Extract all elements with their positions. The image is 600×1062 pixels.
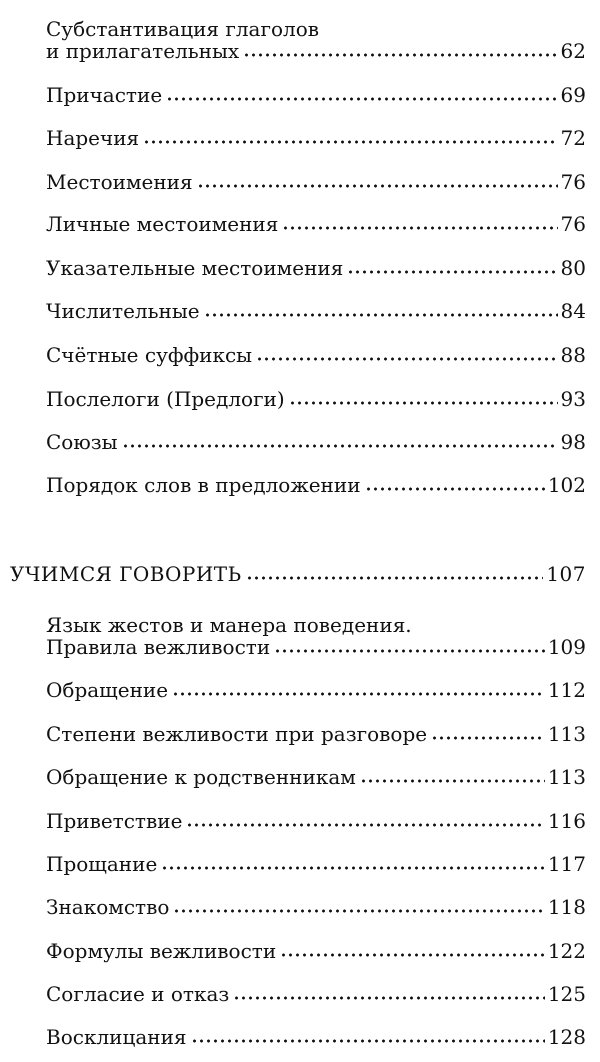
dot-leader (289, 400, 558, 406)
dot-leader (191, 1038, 545, 1044)
toc-entry-title: Правила вежливости (46, 635, 271, 659)
toc-entry[interactable] (46, 171, 586, 193)
dot-leader (197, 183, 558, 189)
toc-entry-page: 84 (560, 299, 586, 323)
dot-leader (233, 995, 545, 1001)
toc-entry-title: Числительные (46, 299, 200, 323)
toc-entry-title: Формулы вежливости (46, 939, 277, 963)
toc-entry-page: 69 (560, 83, 586, 107)
toc-entry-title: Обращение (46, 678, 169, 702)
dot-leader (280, 952, 545, 958)
toc-entry[interactable] (46, 127, 586, 149)
dot-leader (365, 486, 545, 492)
toc-entry[interactable] (46, 613, 586, 659)
toc-entry[interactable] (46, 344, 586, 366)
toc-entry-page: 80 (560, 256, 586, 280)
dot-leader (431, 735, 545, 741)
dot-leader (243, 52, 557, 58)
toc-entry[interactable] (46, 388, 586, 410)
toc-entry-title: Обращение к родственникам (46, 765, 356, 789)
toc-entry[interactable] (46, 723, 586, 745)
toc-entry-page: 122 (547, 939, 586, 963)
toc-entry-title: Союзы (46, 430, 118, 454)
toc-entry-page: 116 (547, 809, 586, 833)
toc-entry-page: 76 (560, 170, 586, 194)
toc-entry-page: 93 (560, 387, 586, 411)
toc-entry-page: 109 (547, 635, 586, 659)
toc-entry-title: Степени вежливости при разговоре (46, 722, 428, 746)
dot-leader (122, 443, 558, 449)
dot-leader (282, 225, 557, 231)
toc-entry-title: Указательные местоимения (46, 256, 344, 280)
toc-entry[interactable] (46, 213, 586, 235)
toc-entry[interactable] (46, 257, 586, 279)
toc-entry[interactable] (46, 474, 586, 496)
toc-entry-title: Счётные суффиксы (46, 343, 253, 367)
dot-leader (256, 356, 557, 362)
toc-entry-title: Порядок слов в предложении (46, 473, 361, 497)
toc-entry-page: 102 (547, 473, 586, 497)
toc-entry[interactable] (46, 983, 586, 1005)
toc-entry[interactable] (46, 1026, 586, 1048)
toc-entry-title: и прилагательных (46, 39, 240, 63)
toc-entry-page: 88 (560, 343, 586, 367)
toc-entry-page: 72 (560, 126, 586, 150)
toc-entry[interactable] (46, 896, 586, 918)
toc-entry[interactable] (46, 810, 586, 832)
toc-entry[interactable] (46, 17, 586, 63)
toc-entry[interactable] (46, 431, 586, 453)
toc-entry-title: Наречия (46, 126, 140, 150)
dot-leader (186, 822, 544, 828)
toc-entry-page: 98 (560, 430, 586, 454)
toc-entry-title: Местоимения (46, 170, 193, 194)
toc-entry[interactable] (46, 853, 586, 875)
toc-entry-page: 107 (546, 562, 586, 586)
toc-entry[interactable] (46, 300, 586, 322)
toc-entry-title: Согласие и отказ (46, 982, 230, 1006)
toc-entry-page: 76 (560, 212, 586, 236)
toc-entry[interactable] (46, 766, 586, 788)
dot-leader (246, 575, 544, 581)
toc-entry-title-line1: Язык жестов и манера поведения. (46, 613, 412, 637)
toc-entry[interactable] (46, 679, 586, 701)
toc-entry[interactable] (46, 940, 586, 962)
toc-entry-title: Приветствие (46, 809, 183, 833)
toc-entry-page: 125 (547, 982, 586, 1006)
toc-entry-title-line1: Субстантивация глаголов (46, 17, 320, 41)
toc-entry-title: Личные местоимения (46, 212, 279, 236)
toc-entry-page: 117 (547, 852, 586, 876)
dot-leader (161, 865, 545, 871)
toc-entry-page: 118 (547, 895, 586, 919)
toc-entry-title: Причастие (46, 83, 163, 107)
dot-leader (360, 778, 545, 784)
toc-section-title: УЧИМСЯ ГОВОРИТЬ (10, 562, 242, 586)
dot-leader (347, 269, 557, 275)
toc-entry[interactable] (46, 84, 586, 106)
toc-entry-page: 128 (547, 1025, 586, 1049)
toc-entry-page: 113 (547, 765, 586, 789)
dot-leader (274, 648, 545, 654)
toc-entry-page: 62 (560, 39, 586, 63)
toc-entry-page: 113 (547, 722, 586, 746)
toc-entry-title: Прощание (46, 852, 158, 876)
toc-entry-title: Знакомство (46, 895, 170, 919)
dot-leader (204, 312, 558, 318)
dot-leader (172, 691, 545, 697)
dot-leader (143, 139, 557, 145)
toc-entry-title: Восклицания (46, 1025, 187, 1049)
dot-leader (173, 908, 544, 914)
toc-section-entry[interactable] (10, 563, 586, 585)
toc-entry-title: Послелоги (Предлоги) (46, 387, 285, 411)
toc-entry-page: 112 (547, 678, 586, 702)
dot-leader (166, 96, 557, 102)
